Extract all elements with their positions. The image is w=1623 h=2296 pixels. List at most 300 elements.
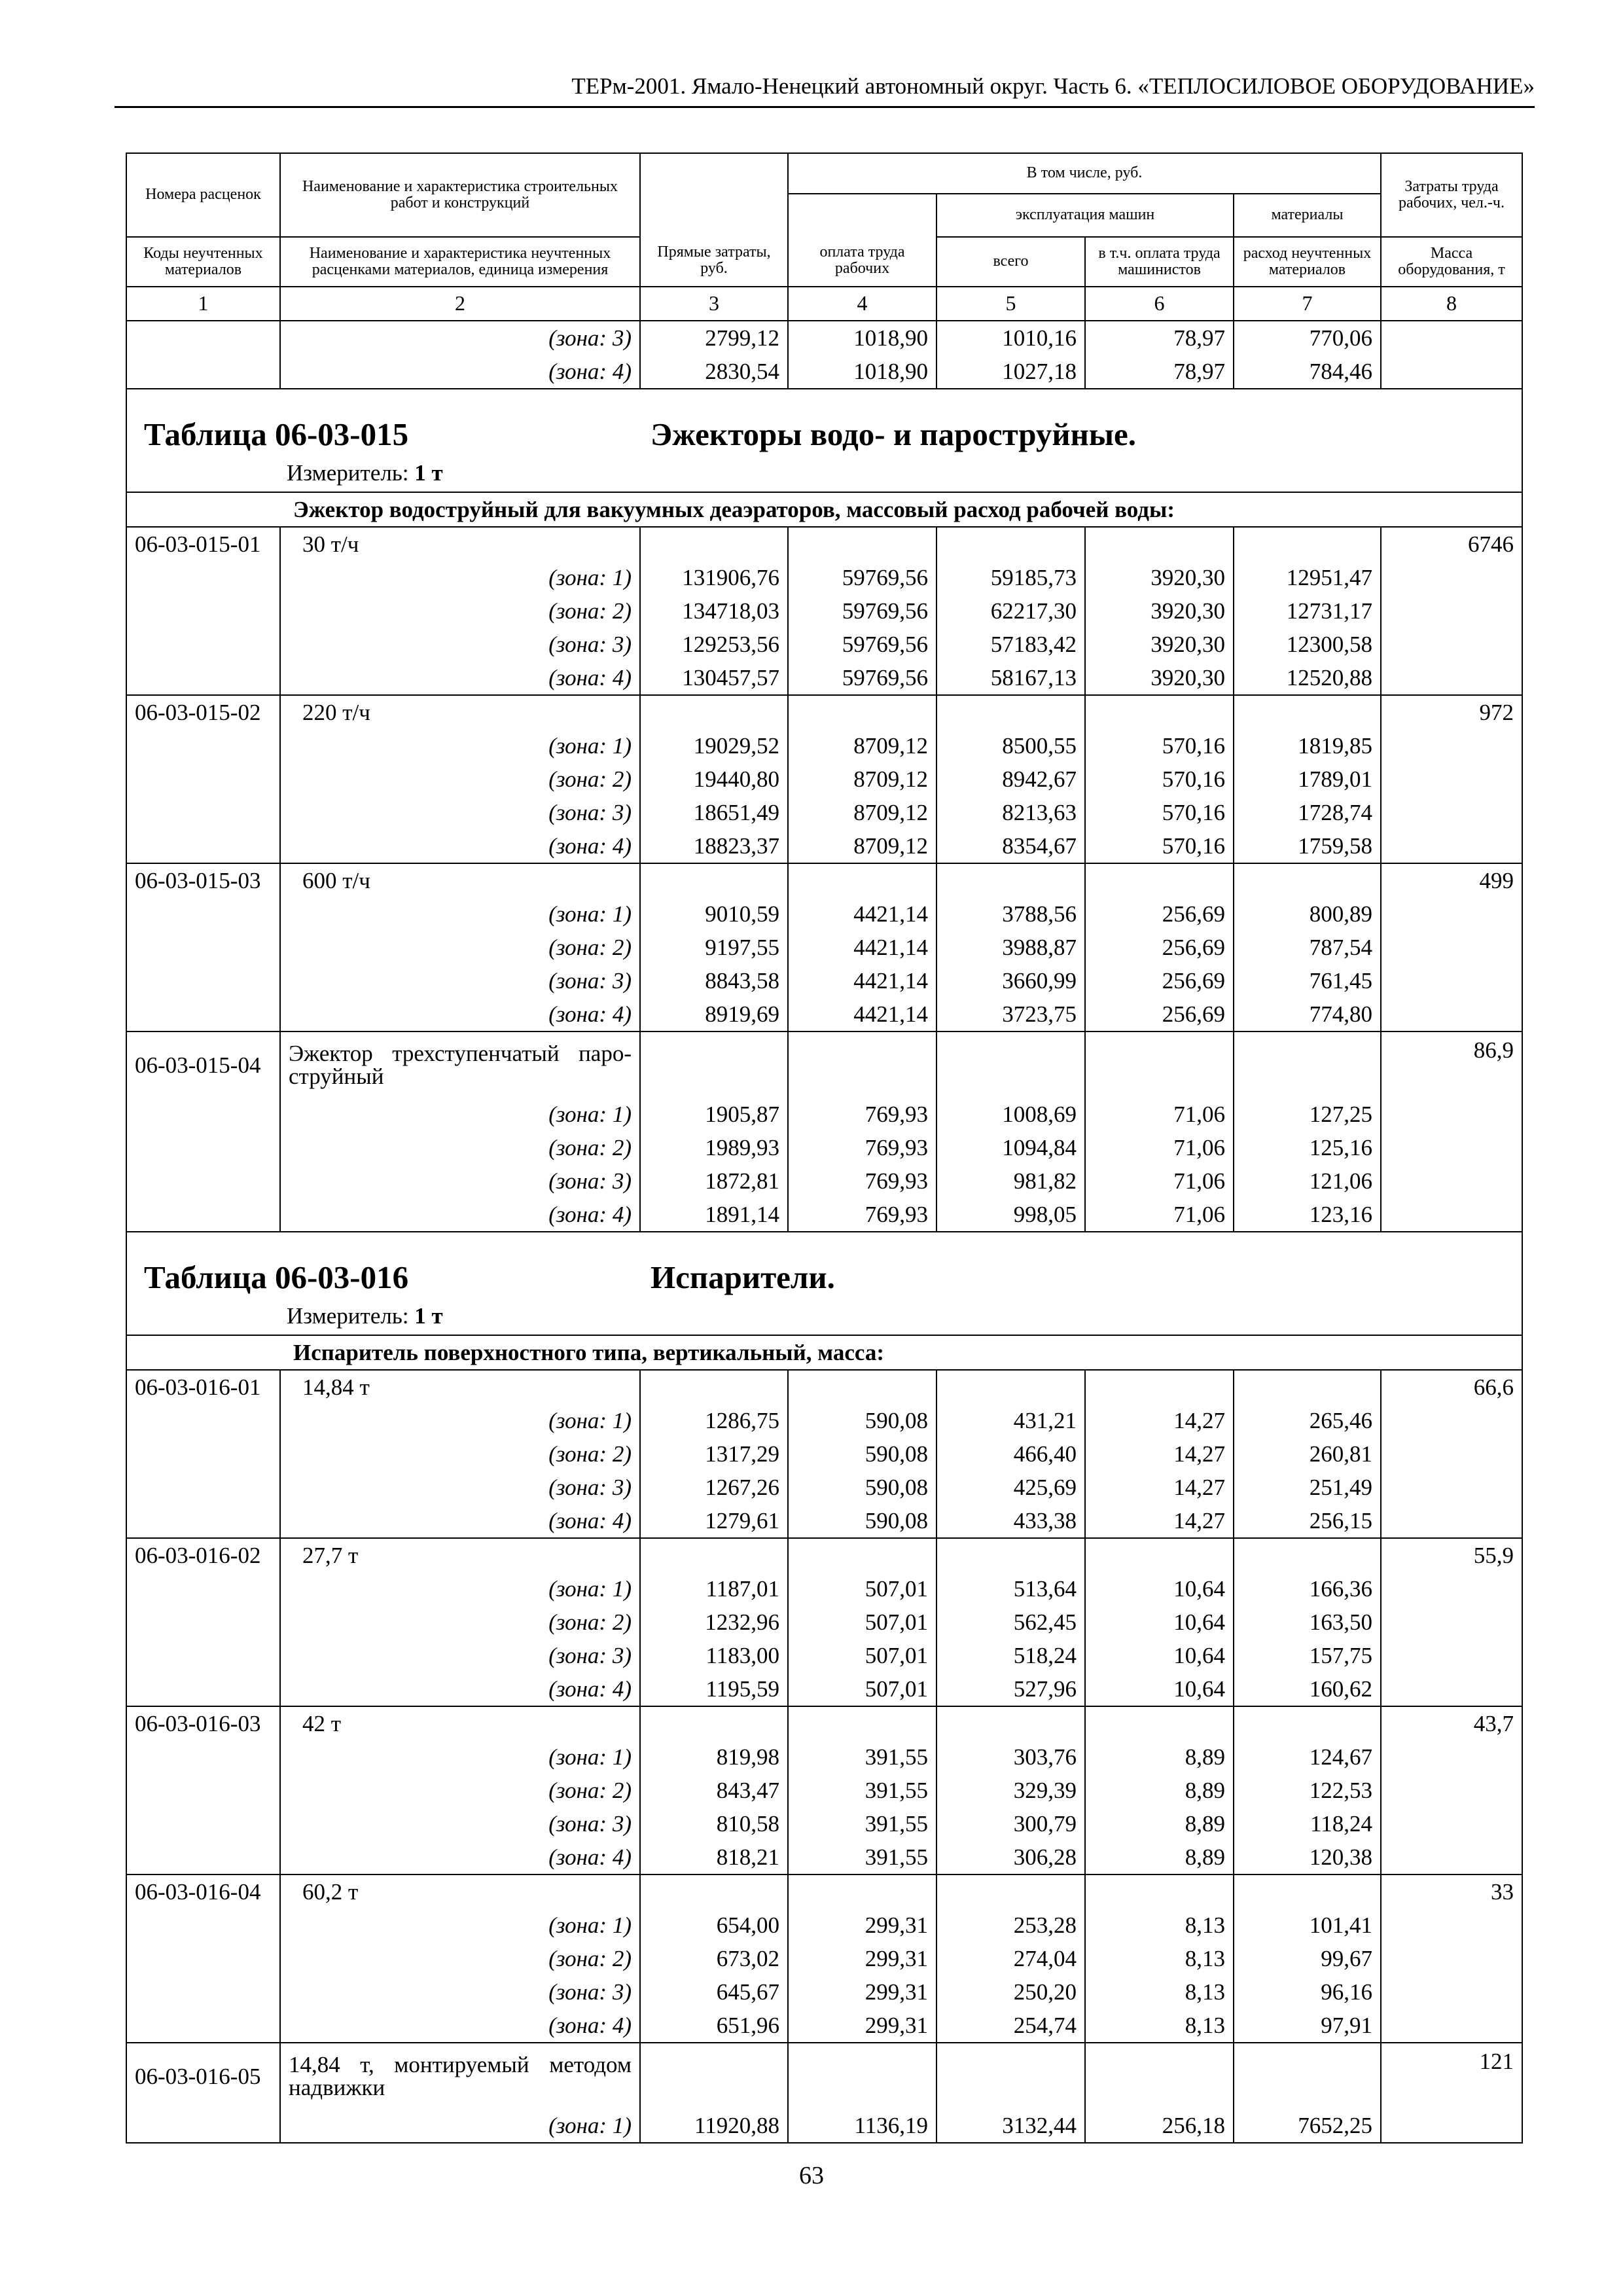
section-code: Таблица 06-03-015 — [144, 416, 409, 452]
labor-pay: 59769,56 — [788, 561, 936, 594]
code-cell — [126, 2009, 280, 2043]
zone-label: (зона: 1) — [280, 729, 640, 762]
zone-label: (зона: 2) — [280, 1131, 640, 1164]
col-number: 4 — [788, 287, 936, 321]
code-cell — [126, 355, 280, 389]
empty-cell — [1234, 1874, 1381, 1909]
machine-total: 998,05 — [936, 1198, 1085, 1232]
machine-total: 58167,13 — [936, 661, 1085, 695]
direct-cost: 18651,49 — [640, 796, 788, 829]
last-col — [1381, 997, 1522, 1031]
labor-pay: 4421,14 — [788, 964, 936, 997]
code-cell — [126, 1807, 280, 1840]
last-col — [1381, 594, 1522, 628]
zone-row — [126, 1605, 1522, 1639]
labor-pay: 4421,14 — [788, 897, 936, 931]
code-cell — [126, 1471, 280, 1504]
group-row — [126, 1335, 1522, 1370]
labor-cost-value: 55,9 — [1381, 1538, 1522, 1572]
direct-cost: 819,98 — [640, 1740, 788, 1774]
machine-total: 1010,16 — [936, 321, 1085, 355]
labor-pay: 299,31 — [788, 2009, 936, 2043]
labor-pay: 769,93 — [788, 1198, 936, 1232]
zone-row — [126, 1572, 1522, 1605]
section-header-cell — [126, 1232, 1522, 1335]
col-code-bottom: Коды неучтенных материалов — [126, 237, 280, 287]
empty-cell — [936, 1874, 1085, 1909]
direct-cost: 2799,12 — [640, 321, 788, 355]
code-cell — [126, 628, 280, 661]
materials-cost: 800,89 — [1234, 897, 1381, 931]
col-machines: эксплуатация машин — [936, 194, 1234, 237]
item-row — [126, 1538, 1522, 1572]
item-code: 06-03-015-02 — [126, 695, 280, 729]
machine-operators: 256,69 — [1085, 931, 1234, 964]
direct-cost: 810,58 — [640, 1807, 788, 1840]
machine-total: 981,82 — [936, 1164, 1085, 1198]
last-col — [1381, 796, 1522, 829]
zone-row — [126, 1437, 1522, 1471]
machine-operators: 10,64 — [1085, 1605, 1234, 1639]
materials-cost: 774,80 — [1234, 997, 1381, 1031]
zone-row — [126, 1807, 1522, 1840]
last-col — [1381, 829, 1522, 863]
direct-cost: 1267,26 — [640, 1471, 788, 1504]
item-name: 14,84 т — [280, 1370, 640, 1404]
zone-label: (зона: 1) — [280, 897, 640, 931]
labor-pay: 299,31 — [788, 1942, 936, 1975]
item-code: 06-03-016-05 — [126, 2043, 280, 2109]
labor-cost-value: 972 — [1381, 695, 1522, 729]
section-title: Испарители. — [651, 1259, 835, 1295]
labor-pay: 8709,12 — [788, 762, 936, 796]
direct-cost: 651,96 — [640, 2009, 788, 2043]
last-col — [1381, 355, 1522, 389]
code-cell — [126, 661, 280, 695]
labor-pay: 391,55 — [788, 1840, 936, 1874]
item-code: 06-03-016-04 — [126, 1874, 280, 1909]
labor-pay: 299,31 — [788, 1975, 936, 2009]
direct-cost: 134718,03 — [640, 594, 788, 628]
machine-total: 57183,42 — [936, 628, 1085, 661]
last-col — [1381, 931, 1522, 964]
machine-total: 3132,44 — [936, 2109, 1085, 2143]
last-col — [1381, 1840, 1522, 1874]
labor-pay: 391,55 — [788, 1740, 936, 1774]
machine-operators: 8,89 — [1085, 1807, 1234, 1840]
machine-operators: 256,69 — [1085, 997, 1234, 1031]
labor-pay: 769,93 — [788, 1098, 936, 1131]
last-col — [1381, 1572, 1522, 1605]
machine-total: 274,04 — [936, 1942, 1085, 1975]
labor-pay: 1018,90 — [788, 321, 936, 355]
col-code-top: Номера расценок — [126, 153, 280, 237]
last-col — [1381, 321, 1522, 355]
machine-total: 431,21 — [936, 1404, 1085, 1437]
machine-operators: 10,64 — [1085, 1639, 1234, 1672]
machine-total: 8213,63 — [936, 796, 1085, 829]
materials-cost: 163,50 — [1234, 1605, 1381, 1639]
zone-label: (зона: 2) — [280, 594, 640, 628]
col-number: 2 — [280, 287, 640, 321]
materials-cost: 166,36 — [1234, 1572, 1381, 1605]
col-labor: оплата труда рабочих — [788, 194, 936, 287]
group-gap — [126, 492, 280, 527]
machine-operators: 78,97 — [1085, 355, 1234, 389]
direct-cost: 818,21 — [640, 1840, 788, 1874]
zone-label: (зона: 1) — [280, 1740, 640, 1774]
table-row — [126, 355, 1522, 389]
machine-operators: 8,89 — [1085, 1740, 1234, 1774]
direct-cost: 11920,88 — [640, 2109, 788, 2143]
labor-pay: 59769,56 — [788, 628, 936, 661]
item-code: 06-03-016-02 — [126, 1538, 280, 1572]
machine-operators: 8,13 — [1085, 1942, 1234, 1975]
section-header — [126, 1232, 1522, 1335]
materials-cost: 265,46 — [1234, 1404, 1381, 1437]
last-col — [1381, 1807, 1522, 1840]
zone-label: (зона: 1) — [280, 2109, 640, 2143]
materials-cost: 784,46 — [1234, 355, 1381, 389]
labor-cost-value: 66,6 — [1381, 1370, 1522, 1404]
machine-operators: 71,06 — [1085, 1164, 1234, 1198]
item-name: 600 т/ч — [280, 863, 640, 897]
last-col — [1381, 1437, 1522, 1471]
zone-label: (зона: 4) — [280, 997, 640, 1031]
code-cell — [126, 1098, 280, 1131]
last-col — [1381, 1605, 1522, 1639]
last-col — [1381, 1672, 1522, 1706]
machine-total: 3788,56 — [936, 897, 1085, 931]
labor-pay: 59769,56 — [788, 661, 936, 695]
group-gap — [126, 1335, 280, 1370]
machine-operators: 570,16 — [1085, 796, 1234, 829]
item-row — [126, 527, 1522, 561]
code-cell — [126, 897, 280, 931]
last-col — [1381, 561, 1522, 594]
empty-cell — [936, 1370, 1085, 1404]
col-materials: материалы — [1234, 194, 1381, 237]
col-number: 8 — [1381, 287, 1522, 321]
empty-cell — [1085, 2043, 1234, 2109]
last-col — [1381, 1740, 1522, 1774]
code-cell — [126, 729, 280, 762]
empty-cell — [936, 1538, 1085, 1572]
empty-cell — [1085, 1370, 1234, 1404]
empty-cell — [936, 863, 1085, 897]
materials-cost: 7652,25 — [1234, 2109, 1381, 2143]
materials-cost: 99,67 — [1234, 1942, 1381, 1975]
machine-total: 8500,55 — [936, 729, 1085, 762]
code-cell — [126, 1605, 280, 1639]
labor-pay: 507,01 — [788, 1672, 936, 1706]
machine-operators: 3920,30 — [1085, 628, 1234, 661]
empty-cell — [788, 527, 936, 561]
direct-cost: 1286,75 — [640, 1404, 788, 1437]
code-cell — [126, 1909, 280, 1942]
empty-cell — [1234, 2043, 1381, 2109]
col-total: всего — [936, 237, 1085, 287]
code-cell — [126, 1404, 280, 1437]
empty-cell — [936, 2043, 1085, 2109]
machine-operators: 256,18 — [1085, 2109, 1234, 2143]
empty-cell — [1234, 863, 1381, 897]
labor-pay: 507,01 — [788, 1639, 936, 1672]
unit-label: Измеритель: — [287, 1303, 409, 1329]
code-cell — [126, 1131, 280, 1164]
machine-operators: 8,89 — [1085, 1840, 1234, 1874]
machine-operators: 78,97 — [1085, 321, 1234, 355]
col-mass: Масса оборудования, т — [1381, 237, 1522, 287]
machine-total: 3988,87 — [936, 931, 1085, 964]
direct-cost: 1989,93 — [640, 1131, 788, 1164]
materials-cost: 787,54 — [1234, 931, 1381, 964]
labor-pay: 507,01 — [788, 1605, 936, 1639]
empty-cell — [936, 527, 1085, 561]
zone-row — [126, 1471, 1522, 1504]
header-row-1 — [126, 153, 1522, 194]
last-col — [1381, 1471, 1522, 1504]
last-col — [1381, 1942, 1522, 1975]
zone-label: (зона: 4) — [280, 1840, 640, 1874]
materials-cost: 12520,88 — [1234, 661, 1381, 695]
zone-label: (зона: 4) — [280, 1198, 640, 1232]
labor-pay: 507,01 — [788, 1572, 936, 1605]
direct-cost: 8919,69 — [640, 997, 788, 1031]
labor-pay: 590,08 — [788, 1404, 936, 1437]
last-col — [1381, 661, 1522, 695]
labor-pay: 769,93 — [788, 1131, 936, 1164]
direct-cost: 645,67 — [640, 1975, 788, 2009]
last-col — [1381, 1404, 1522, 1437]
zone-label: (зона: 1) — [280, 1572, 640, 1605]
materials-cost: 251,49 — [1234, 1471, 1381, 1504]
last-col — [1381, 628, 1522, 661]
materials-cost: 1789,01 — [1234, 762, 1381, 796]
machine-operators: 10,64 — [1085, 1672, 1234, 1706]
empty-cell — [788, 695, 936, 729]
machine-total: 62217,30 — [936, 594, 1085, 628]
machine-operators: 8,89 — [1085, 1774, 1234, 1807]
machine-total: 466,40 — [936, 1437, 1085, 1471]
col-unaccounted: расход неучтенных материалов — [1234, 237, 1381, 287]
materials-cost: 770,06 — [1234, 321, 1381, 355]
machine-total: 300,79 — [936, 1807, 1085, 1840]
machine-total: 1094,84 — [936, 1131, 1085, 1164]
empty-cell — [936, 1031, 1085, 1098]
empty-cell — [640, 1370, 788, 1404]
labor-pay: 59769,56 — [788, 594, 936, 628]
code-cell — [126, 1975, 280, 2009]
last-col — [1381, 1774, 1522, 1807]
zone-label: (зона: 4) — [280, 661, 640, 695]
empty-cell — [788, 1370, 936, 1404]
code-cell — [126, 1164, 280, 1198]
last-col — [1381, 1198, 1522, 1232]
zone-row — [126, 1098, 1522, 1131]
labor-cost-value: 121 — [1381, 2043, 1522, 2109]
item-code: 06-03-015-01 — [126, 527, 280, 561]
labor-cost-value: 499 — [1381, 863, 1522, 897]
labor-pay: 299,31 — [788, 1909, 936, 1942]
direct-cost: 1905,87 — [640, 1098, 788, 1131]
zone-label: (зона: 2) — [280, 1774, 640, 1807]
materials-cost: 1759,58 — [1234, 829, 1381, 863]
section-code: Таблица 06-03-016 — [144, 1259, 409, 1295]
last-col — [1381, 897, 1522, 931]
direct-cost: 1183,00 — [640, 1639, 788, 1672]
direct-cost: 131906,76 — [640, 561, 788, 594]
machine-total: 253,28 — [936, 1909, 1085, 1942]
machine-operators: 8,13 — [1085, 2009, 1234, 2043]
unit-value: 1 т — [414, 1303, 443, 1329]
group-row — [126, 492, 1522, 527]
zone-row — [126, 897, 1522, 931]
empty-cell — [640, 1874, 788, 1909]
price-table — [126, 152, 1523, 2144]
col-number: 3 — [640, 287, 788, 321]
machine-total: 59185,73 — [936, 561, 1085, 594]
materials-cost: 118,24 — [1234, 1807, 1381, 1840]
code-cell — [126, 1774, 280, 1807]
item-name: 14,84 т, монтируемый методом надвижки — [280, 2043, 640, 2109]
zone-row — [126, 561, 1522, 594]
machine-operators: 570,16 — [1085, 729, 1234, 762]
machine-total: 303,76 — [936, 1740, 1085, 1774]
code-cell — [126, 762, 280, 796]
empty-cell — [788, 2043, 936, 2109]
empty-cell — [936, 695, 1085, 729]
machine-total: 518,24 — [936, 1639, 1085, 1672]
last-col — [1381, 2109, 1522, 2143]
item-row — [126, 863, 1522, 897]
labor-cost-value: 6746 — [1381, 527, 1522, 561]
machine-operators: 3920,30 — [1085, 561, 1234, 594]
labor-pay: 8709,12 — [788, 829, 936, 863]
labor-pay: 590,08 — [788, 1437, 936, 1471]
labor-pay: 590,08 — [788, 1471, 936, 1504]
zone-row — [126, 1840, 1522, 1874]
page-header — [115, 71, 1535, 108]
direct-cost: 1195,59 — [640, 1672, 788, 1706]
machine-operators: 570,16 — [1085, 829, 1234, 863]
unit-value: 1 т — [414, 460, 443, 486]
zone-label: (зона: 3) — [280, 964, 640, 997]
materials-cost: 123,16 — [1234, 1198, 1381, 1232]
labor-pay: 8709,12 — [788, 729, 936, 762]
empty-cell — [640, 2043, 788, 2109]
machine-total: 3660,99 — [936, 964, 1085, 997]
zone-row — [126, 1975, 1522, 2009]
materials-cost: 1728,74 — [1234, 796, 1381, 829]
last-col — [1381, 1639, 1522, 1672]
zone-label: (зона: 3) — [280, 321, 640, 355]
empty-cell — [640, 695, 788, 729]
materials-cost: 12300,58 — [1234, 628, 1381, 661]
zone-row — [126, 1909, 1522, 1942]
zone-label: (зона: 3) — [280, 796, 640, 829]
direct-cost: 843,47 — [640, 1774, 788, 1807]
zone-label: (зона: 4) — [280, 1504, 640, 1538]
direct-cost: 1891,14 — [640, 1198, 788, 1232]
col-incl: В том числе, руб. — [788, 153, 1381, 194]
item-name: 42 т — [280, 1706, 640, 1740]
zone-label: (зона: 3) — [280, 628, 640, 661]
zone-label: (зона: 2) — [280, 1437, 640, 1471]
machine-operators: 14,27 — [1085, 1404, 1234, 1437]
materials-cost: 122,53 — [1234, 1774, 1381, 1807]
code-cell — [126, 997, 280, 1031]
labor-pay: 769,93 — [788, 1164, 936, 1198]
code-cell — [126, 321, 280, 355]
direct-cost: 8843,58 — [640, 964, 788, 997]
labor-pay: 8709,12 — [788, 796, 936, 829]
item-code: 06-03-015-04 — [126, 1031, 280, 1098]
empty-cell — [640, 863, 788, 897]
item-name: Эжектор трехступенчатый паро-струйный — [280, 1031, 640, 1098]
labor-pay: 1018,90 — [788, 355, 936, 389]
machine-total: 527,96 — [936, 1672, 1085, 1706]
code-cell — [126, 1437, 280, 1471]
machine-operators: 71,06 — [1085, 1198, 1234, 1232]
zone-label: (зона: 1) — [280, 1909, 640, 1942]
zone-label: (зона: 2) — [280, 1942, 640, 1975]
machine-total: 8942,67 — [936, 762, 1085, 796]
zone-label: (зона: 4) — [280, 355, 640, 389]
code-cell — [126, 1672, 280, 1706]
direct-cost: 19440,80 — [640, 762, 788, 796]
machine-total: 8354,67 — [936, 829, 1085, 863]
zone-row — [126, 997, 1522, 1031]
labor-pay: 1136,19 — [788, 2109, 936, 2143]
empty-cell — [1234, 695, 1381, 729]
empty-cell — [640, 527, 788, 561]
code-cell — [126, 1740, 280, 1774]
machine-total: 306,28 — [936, 1840, 1085, 1874]
materials-cost: 97,91 — [1234, 2009, 1381, 2043]
zone-row — [126, 1404, 1522, 1437]
zone-row — [126, 2009, 1522, 2043]
col-labor-cost: Затраты труда рабочих, чел.-ч. — [1381, 153, 1522, 237]
machine-total: 425,69 — [936, 1471, 1085, 1504]
empty-cell — [1234, 1538, 1381, 1572]
empty-cell — [788, 1706, 936, 1740]
empty-cell — [1234, 527, 1381, 561]
zone-row — [126, 829, 1522, 863]
zone-row — [126, 2109, 1522, 2143]
materials-cost: 761,45 — [1234, 964, 1381, 997]
last-col — [1381, 1909, 1522, 1942]
item-name: 30 т/ч — [280, 527, 640, 561]
zone-label: (зона: 3) — [280, 1975, 640, 2009]
materials-cost: 101,41 — [1234, 1909, 1381, 1942]
machine-total: 329,39 — [936, 1774, 1085, 1807]
materials-cost: 157,75 — [1234, 1639, 1381, 1672]
header-numbers-row — [126, 287, 1522, 321]
machine-total: 562,45 — [936, 1605, 1085, 1639]
code-cell — [126, 1572, 280, 1605]
section-title: Эжекторы водо- и пароструйные. — [651, 416, 1137, 452]
zone-row — [126, 1131, 1522, 1164]
machine-operators: 3920,30 — [1085, 594, 1234, 628]
machine-operators: 256,69 — [1085, 964, 1234, 997]
labor-cost-value: 33 — [1381, 1874, 1522, 1909]
code-cell — [126, 561, 280, 594]
table-body — [126, 321, 1522, 2143]
materials-cost: 256,15 — [1234, 1504, 1381, 1538]
col-direct: Прямые затраты, руб. — [640, 153, 788, 287]
group-title: Эжектор водоструйный для вакуумных деаэраторов, массовый расход рабочей воды: — [280, 492, 1522, 527]
